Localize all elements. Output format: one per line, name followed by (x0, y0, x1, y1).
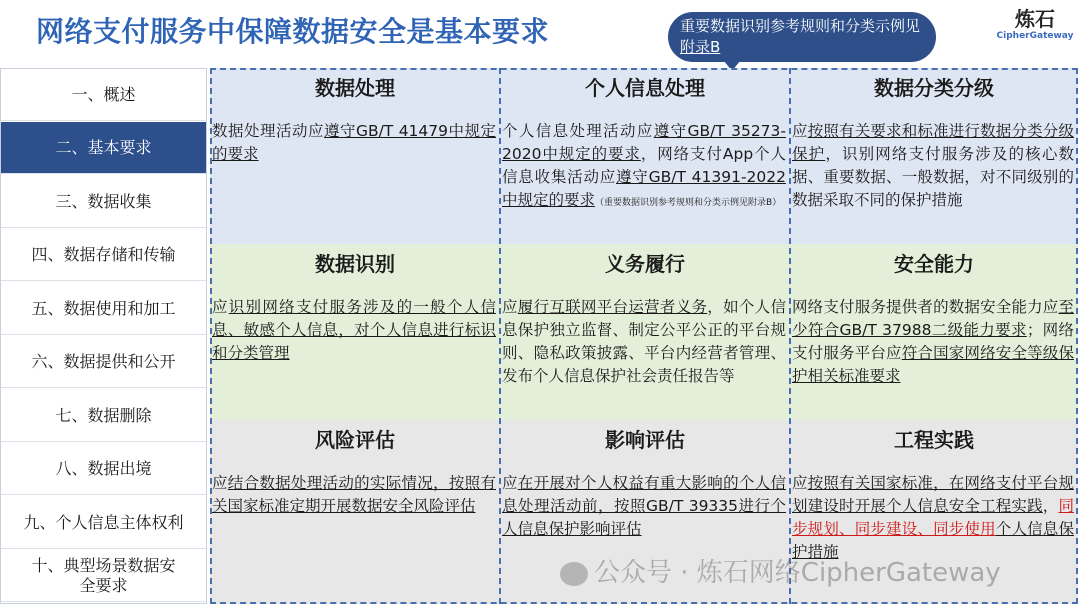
text: 个人信息处理活动应 (502, 122, 654, 140)
brand-logo (996, 8, 1074, 44)
divider (210, 68, 1078, 70)
appendix-callout (668, 12, 936, 62)
text: 应 (792, 474, 808, 492)
text-underlined: 按照有关国家标准，在网络支付平台规划建设时开展个人信息安全工程实践 (792, 474, 1074, 515)
text: 网络支付服务提供者的数据安全能力应 (792, 298, 1059, 316)
text: 应 (502, 474, 518, 492)
cell-title: 数据处理 (315, 76, 395, 100)
cell-title: 安全能力 (894, 252, 974, 276)
cell-data-identification (210, 244, 500, 420)
cell-personal-info-processing (500, 68, 790, 244)
text-underlined: 个人信息保护措施 (792, 520, 1074, 561)
page-title: 网络支付服务中保障数据安全是基本要求 (36, 15, 550, 48)
text-underlined: 结合数据处理活动的实际情况，按照有关国家标准定期开展数据安全风险评估 (212, 474, 496, 515)
divider (210, 68, 212, 604)
cell-body (212, 472, 496, 518)
wechat-icon (560, 562, 588, 586)
cell-body (502, 472, 786, 541)
text-highlight-red: 同步规划、同步建设、同步使用 (792, 497, 1074, 538)
requirements-grid (210, 68, 1078, 604)
text: ， (1042, 497, 1059, 515)
sidebar-nav (0, 68, 207, 604)
divider (210, 602, 1078, 604)
text-underlined: 遵守GB/T 41479中规定的要求 (212, 122, 496, 163)
sidebar-item-cross-border[interactable]: 八、数据出境 (1, 443, 206, 495)
text-underlined: 遵守GB/T 41391-2022中规定的要求 (502, 168, 786, 209)
text: ，网络支付App个人信息收集活动应 (502, 145, 786, 186)
text-underlined: 按照有关要求和标准进行数据分类分级保护 (792, 122, 1074, 163)
divider (499, 68, 501, 604)
sidebar-item-overview[interactable]: 一、概述 (1, 69, 206, 121)
watermark (560, 552, 1080, 588)
logo-cn: 炼石 (1015, 7, 1055, 31)
cell-body (792, 472, 1074, 564)
appendix-note: （重要数据识别参考规则和分类示例见附录B） (595, 198, 782, 208)
text: 应 (212, 298, 229, 316)
cell-title: 个人信息处理 (585, 76, 705, 100)
sidebar-item-provide-disclose[interactable]: 六、数据提供和公开 (1, 336, 206, 388)
divider (789, 68, 791, 604)
cell-obligation-fulfillment (500, 244, 790, 420)
sidebar-item-storage-transfer[interactable]: 四、数据存储和传输 (1, 229, 206, 281)
text-underlined: 符合国家网络安全等级保护相关标准要求 (792, 344, 1074, 385)
text-underlined: 履行互联网平台运营者义务 (517, 298, 708, 316)
cell-title: 工程实践 (894, 428, 974, 452)
text: 数据处理活动应 (212, 122, 324, 140)
cell-data-processing (210, 68, 500, 244)
text: ；网络支付服务平台应 (792, 321, 1074, 362)
text: 应 (502, 298, 518, 316)
appendix-b-link[interactable]: 附录B (680, 38, 721, 56)
text-underlined: 遵守GB/T 35273-2020中规定的要求 (502, 122, 786, 163)
text: ，识别网络支付服务涉及的核心数据、重要数据、一般数据，对不同级别的数据采取不同的保护措施 (792, 145, 1074, 209)
text-underlined: 识别网络支付服务涉及的一般个人信息、敏感个人信息，对个人信息进行标识和分类管理 (212, 298, 496, 362)
cell-security-capability (790, 244, 1078, 420)
cell-body (212, 120, 496, 166)
cell-title: 数据分类分级 (874, 76, 994, 100)
sidebar-item-subject-rights[interactable]: 九、个人信息主体权利 (1, 497, 206, 549)
sidebar-item-data-collection[interactable]: 三、数据收集 (1, 176, 206, 228)
text: 应 (792, 122, 808, 140)
sidebar-item-data-deletion[interactable]: 七、数据删除 (1, 390, 206, 442)
sidebar-item-basic-requirements[interactable]: 二、基本要求 (1, 122, 206, 174)
cell-body (792, 120, 1074, 212)
sidebar-item-typical-scenarios[interactable]: 十、典型场景数据安全要求 (1, 550, 206, 602)
text-underlined: 在开展对个人权益有重大影响的个人信息处理活动前，按照GB/T 39335进行个人信息保护影响评估 (502, 474, 786, 538)
text: ，如个人信息保护独立监督、制定公平公正的平台规则、隐私政策披露、平台内经营者管理、发布个人信息保护社会责任报告等 (502, 298, 786, 385)
cell-classification (790, 68, 1078, 244)
cell-title: 义务履行 (605, 252, 685, 276)
callout-text: 重要数据识别参考规则和分类示例见 (680, 17, 921, 35)
logo-en: CipherGateway (996, 31, 1074, 41)
cell-body (502, 120, 786, 215)
divider (1076, 68, 1078, 604)
cell-title: 数据识别 (315, 252, 395, 276)
cell-risk-assessment (210, 420, 500, 604)
sidebar-item-use-processing[interactable]: 五、数据使用和加工 (1, 283, 206, 335)
cell-title: 影响评估 (605, 428, 685, 452)
watermark-text: 公众号 · 炼石网络CipherGateway (594, 558, 1001, 588)
cell-body (502, 296, 786, 388)
cell-body (212, 296, 496, 365)
cell-body (792, 296, 1074, 388)
cell-title: 风险评估 (315, 428, 395, 452)
text-underlined: 至少符合GB/T 37988二级能力要求 (792, 298, 1074, 339)
text: 应 (212, 474, 228, 492)
